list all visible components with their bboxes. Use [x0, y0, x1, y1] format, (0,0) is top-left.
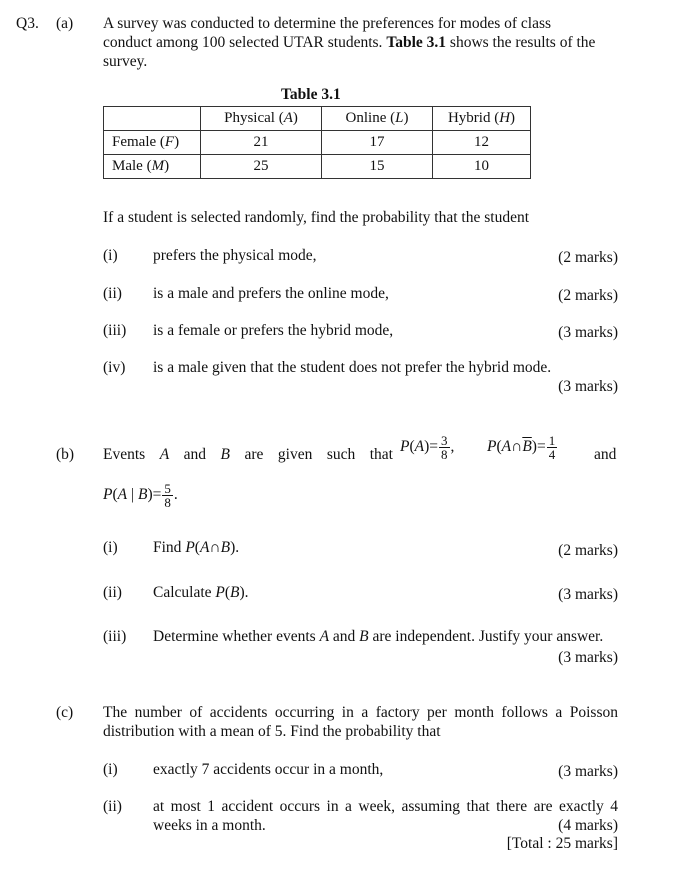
- part-c-intro: [103, 703, 618, 741]
- total-marks: [Total : 25 marks]: [506, 835, 618, 852]
- table-header-row: [104, 107, 531, 131]
- item-text: is a male given that the student does not prefer the hybrid mode.: [153, 359, 552, 376]
- part-a-intro-line-2: conduct among 100 selected UTAR students. Table 3.1 shows the results of the: [103, 34, 596, 51]
- survey-table: [103, 106, 531, 179]
- item-number: (iii): [103, 628, 127, 645]
- part-a-label: (a): [56, 15, 74, 32]
- item-number: (i): [103, 761, 118, 778]
- table-cell: 21: [201, 131, 322, 155]
- item-marks: (3 marks): [558, 586, 618, 603]
- item-marks: (3 marks): [558, 649, 618, 666]
- part-b-intro: Events A and B are given such that: [103, 446, 393, 463]
- prob-a-given-b: P(A | B)= $\frac{5}{8}$ .: [103, 481, 178, 510]
- table-header-hybrid: Hybrid (H): [433, 107, 531, 131]
- table-row: [104, 155, 531, 179]
- part-c-intro-line-1: The number of accidents occurring in a factory per month follows a Poisson: [103, 704, 618, 721]
- table-row-label-male: Male (M): [104, 155, 201, 179]
- table-row: [104, 131, 531, 155]
- item-marks: (2 marks): [558, 542, 618, 559]
- item-text: is a female or prefers the hybrid mode,: [153, 322, 394, 339]
- item-text: at most 1 accident occurs in a week, assuming that there are exactly 4 weeks in a month.: [153, 798, 618, 834]
- item-text: Calculate P(B).: [153, 584, 249, 601]
- item-marks: (2 marks): [558, 287, 618, 304]
- item-text: Determine whether events A and B are independent. Justify your answer.: [153, 628, 604, 645]
- table-cell: 12: [433, 131, 531, 155]
- item-number: (ii): [103, 285, 122, 302]
- part-a-intro-line-1: A survey was conducted to determine the preferences for modes of class: [103, 15, 552, 32]
- table-cell: 15: [322, 155, 433, 179]
- item-text: Find P(A∩B).: [153, 539, 240, 556]
- part-c-label: (c): [56, 704, 74, 721]
- item-number: (i): [103, 539, 118, 556]
- prob-a-and-not-b: $P(A\cap\overline{B})=$ $\frac{1}{4}$: [487, 433, 556, 462]
- item-number: (i): [103, 247, 118, 264]
- fraction: $\frac{1}{4}$: [548, 433, 556, 462]
- item-number: (iii): [103, 322, 127, 339]
- question-number: Q3.: [16, 15, 39, 32]
- table-header-physical: Physical (A): [201, 107, 322, 131]
- part-b-label: (b): [56, 446, 75, 463]
- item-number: (iv): [103, 359, 126, 376]
- item-number: (ii): [103, 798, 122, 815]
- item-text: exactly 7 accidents occur in a month,: [153, 761, 384, 778]
- part-c-intro-line-2: distribution with a mean of 5. Find the probability that: [103, 723, 441, 740]
- item-text: prefers the physical mode,: [153, 247, 317, 264]
- and-word: and: [594, 446, 617, 463]
- item-number: (ii): [103, 584, 122, 601]
- item-text: is a male and prefers the online mode,: [153, 285, 389, 302]
- table-cell: 25: [201, 155, 322, 179]
- item-marks: (4 marks): [558, 817, 618, 834]
- table-cell: 10: [433, 155, 531, 179]
- table-header-online: Online (L): [322, 107, 433, 131]
- table-cell: 17: [322, 131, 433, 155]
- item-marks: (3 marks): [558, 324, 618, 341]
- part-a-prompt: If a student is selected randomly, find the probability that the student: [103, 209, 530, 226]
- table-caption: Table 3.1: [281, 86, 341, 103]
- part-a-intro-line-3: survey.: [103, 53, 148, 70]
- fraction: $\frac{3}{8}$: [441, 433, 448, 462]
- part-a-intro: [103, 14, 623, 71]
- prob-a: P(A)= $\frac{3}{8}$ ,: [400, 433, 455, 462]
- table-row-label-female: Female (F): [104, 131, 201, 155]
- table-corner-cell: [104, 107, 201, 131]
- fraction: $\frac{5}{8}$: [164, 481, 171, 510]
- item-marks: (2 marks): [558, 249, 618, 266]
- item-marks: (3 marks): [558, 378, 618, 395]
- item-marks: (3 marks): [558, 763, 618, 780]
